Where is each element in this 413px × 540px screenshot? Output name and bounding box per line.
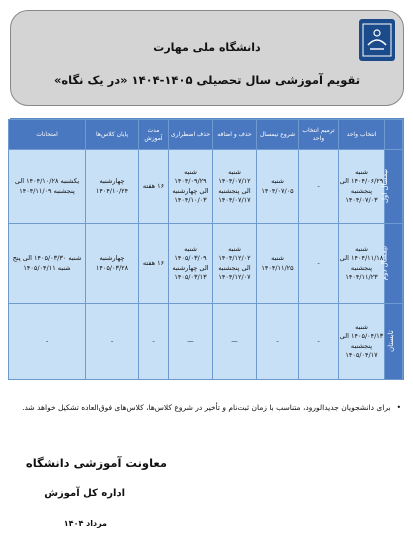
table-cell: — xyxy=(169,304,213,380)
signature-date: مرداد ۱۴۰۴ xyxy=(63,519,107,528)
table-row xyxy=(9,224,403,304)
table-cell: - xyxy=(139,304,169,380)
table-cell: شنبه ۱۴۰۴/۱۲/۰۲ الی پنجشنبه ۱۴۰۴/۱۲/۰۷ xyxy=(213,224,257,304)
table-cell: شنبه ۱۴۰۴/۰۹/۲۹ الی چهارشنبه ۱۴۰۴/۱۰/۰۳ xyxy=(169,150,213,224)
university-name: دانشگاه ملی مهارت xyxy=(153,41,261,54)
footnote xyxy=(18,401,401,416)
table-cell: چهارشنبه ۱۴۰۵/۰۳/۲۸ xyxy=(86,224,139,304)
semester-label: تابستان xyxy=(385,304,403,380)
semester-label: نیمسال دوم xyxy=(385,224,403,304)
signature-office: معاونت آموزشی دانشگاه xyxy=(25,456,167,470)
table-cell: چهارشنبه ۱۴۰۴/۱۰/۲۴ xyxy=(86,150,139,224)
table-cell: شنبه ۱۴۰۴/۰۷/۰۵ xyxy=(257,150,299,224)
header-cell: حذف و اضافه xyxy=(213,120,257,150)
table-cell: شنبه ۱۴۰۴/۰۶/۲۹ الی پنجشنبه ۱۴۰۴/۰۷/۰۳ xyxy=(339,150,385,224)
header-cell: پایان کلاس‌ها xyxy=(86,120,139,150)
semester-label: نیمسال اول xyxy=(385,150,403,224)
table-cell: شنبه ۱۴۰۵/۰۴/۱۳ الی پنجشنبه ۱۴۰۵/۰۴/۱۷ xyxy=(339,304,385,380)
table-cell: — xyxy=(213,304,257,380)
page-title: تقویم آموزشی سال تحصیلی ۱۴۰۵-۱۴۰۴ «در یک نگاه» xyxy=(53,73,361,87)
table-cell: - xyxy=(299,224,339,304)
table-cell: ۱۶ هفته xyxy=(139,150,169,224)
university-logo xyxy=(359,19,395,61)
table-cell: یکشنبه ۱۴۰۴/۱۰/۲۸ الی پنجشنبه ۱۴۰۴/۱۱/۰۹ xyxy=(9,150,86,224)
header-cell: حذف اضطراری xyxy=(169,120,213,150)
header-banner xyxy=(10,10,404,106)
table-cell: - xyxy=(86,304,139,380)
header-cell: ترمیم انتخاب واحد xyxy=(299,120,339,150)
table-header-row xyxy=(9,120,403,150)
header-cell: امتحانات xyxy=(9,120,86,150)
table-row xyxy=(9,150,403,224)
bullet-icon: • xyxy=(396,403,401,412)
signature-department: اداره کل آموزش xyxy=(44,488,125,499)
header-cell xyxy=(385,120,403,150)
table-cell: شنبه ۱۴۰۴/۱۱/۲۵ xyxy=(257,224,299,304)
table-cell: شنبه ۱۴۰۴/۰۷/۱۲ الی پنجشنبه ۱۴۰۴/۰۷/۱۷ xyxy=(213,150,257,224)
table-row xyxy=(9,304,403,380)
table-cell: ۱۶ هفته xyxy=(139,224,169,304)
footnote-text: برای دانشجویان جدیدالورود، متناسب با زمان ثبت‌نام و تأخیر در شروع کلاس‌ها، کلاس‌های فوق‌العاده تشکیل خواهد شد. xyxy=(22,403,391,412)
table-cell: - xyxy=(299,304,339,380)
header-cell: شروع نیمسال xyxy=(257,120,299,150)
table-cell: - xyxy=(257,304,299,380)
table-cell: شنبه ۱۴۰۴/۱۱/۱۸ الی پنجشنبه ۱۴۰۴/۱۱/۲۳ xyxy=(339,224,385,304)
table-cell: شنبه ۱۴۰۵/۰۳/۳۰ الی پنج شنبه ۱۴۰۵/۰۴/۱۱ xyxy=(9,224,86,304)
table-cell: شنبه ۱۴۰۵/۰۳/۰۹ الی چهارشنبه ۱۴۰۵/۰۳/۱۳ xyxy=(169,224,213,304)
calendar-table xyxy=(10,118,404,380)
header-cell: مدت آموزش xyxy=(139,120,169,150)
table-cell: - xyxy=(9,304,86,380)
table-cell: - xyxy=(299,150,339,224)
header-cell: انتخاب واحد xyxy=(339,120,385,150)
